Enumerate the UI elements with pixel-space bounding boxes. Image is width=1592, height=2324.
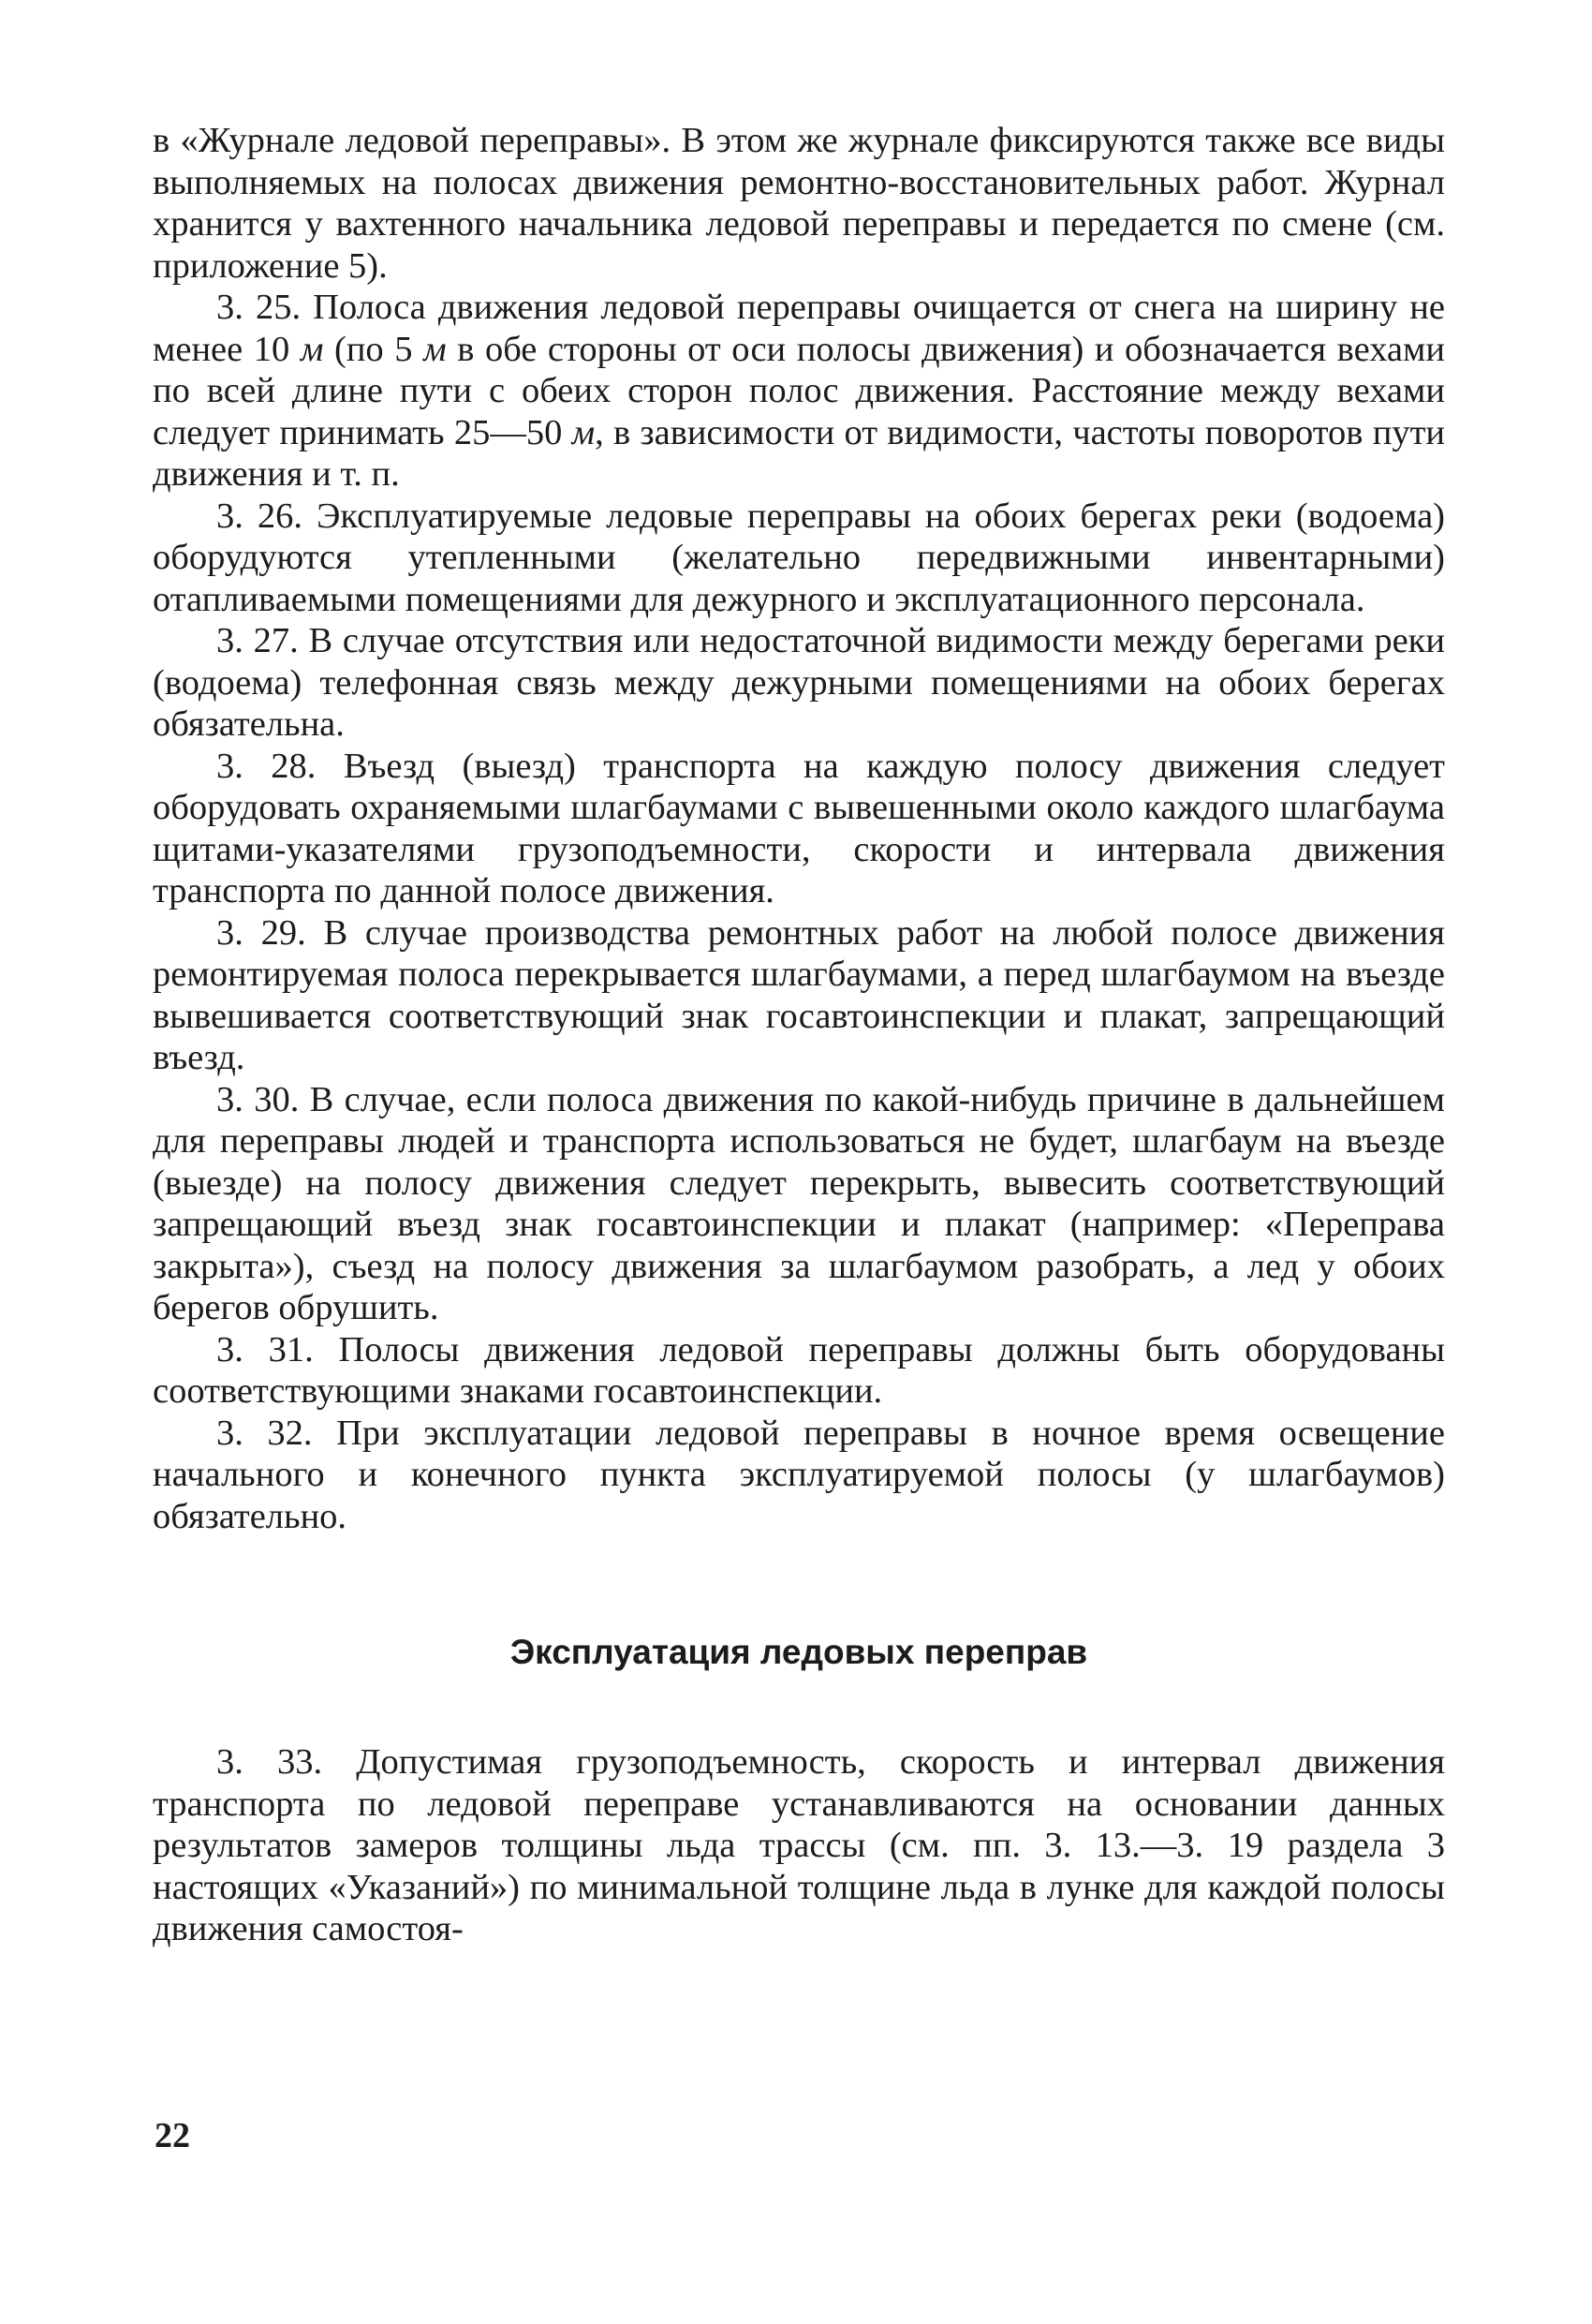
unit-meter: м bbox=[423, 329, 447, 369]
paragraph-3-28: 3. 28. Въезд (выезд) транспорта на каждую полосу движения следует оборудовать охраняемыми шлагбаумами с вывешенными около каждого шлагбаума щитами-указателями грузоподъемности, скорости и интервала движения транспорта по данной полосе движения. bbox=[153, 746, 1445, 910]
paragraph-3-25-part-c: в обе стороны от оси полосы движения) и обозначается вехами по всей длине пути с обеих сторон полос движения. Расстояние между вехами следует принимать 25—50 bbox=[153, 329, 1445, 452]
section-heading: Эксплуатация ледовых переправ bbox=[509, 1633, 1088, 1671]
page-number: 22 bbox=[155, 2116, 190, 2155]
paragraph-3-25 bbox=[153, 287, 1445, 496]
paragraph-3-29: 3. 29. В случае производства ремонтных работ на любой полосе движения ремонтируемая полоса перекрывается шлагбаумами, а перед шлагбаумом на въезде вывешивается соответствующий знак госавтоинспекции и плакат, запрещающий въезд. bbox=[153, 912, 1445, 1077]
paragraph-3-30: 3. 30. В случае, если полоса движения по какой-нибудь причине в дальнейшем для переправы людей и транспорта использоваться не будет, шлагбаум на въезде (выезде) на полосу движения следует перекрыть, вывесить соответствующий запрещающий въезд знак госавтоинспекции и плакат (например: «Переправа закрыта»), съезд на полосу движения за шлагбаумом разобрать, а лед у обоих берегов обрушить. bbox=[153, 1079, 1445, 1327]
paragraph-3-25-part-b: (по 5 bbox=[323, 329, 424, 369]
paragraph-3-32: 3. 32. При эксплуатации ледовой переправы в ночное время освещение начального и конечного пункта эксплуатируемой полосы (у шлагбаумов) обязательно. bbox=[153, 1413, 1445, 1536]
paragraph-3-27: 3. 27. В случае отсутствия или недостаточной видимости между берегами реки (водоема) телефонная связь между дежурными помещениями на обоих берегах обязательна. bbox=[153, 621, 1445, 744]
unit-meter: м bbox=[571, 412, 596, 452]
paragraph-continuation: в «Журнале ледовой переправы». В этом же журнале фиксируются также все виды выполняемых на полосах движения ремонтно-восстановительных работ. Журнал хранится у вахтенного начальника ледовой переправы и передается по смене (см. приложение 5). bbox=[153, 121, 1445, 286]
unit-meter: м bbox=[300, 329, 324, 369]
paragraph-3-33: 3. 33. Допустимая грузоподъемность, скорость и интервал движения транспорта по ледовой переправе устанавливаются на основании данных результатов замеров толщины льда трассы (см. пп. 3. 13.—3. 19 раздела 3 настоящих «Указаний») по минимальной толщине льда в лунке для каждой полосы движения самостоя- bbox=[153, 1742, 1445, 1948]
paragraph-3-25-part-a: 3. 25. Полоса движения ледовой переправы очищается от снега на ширину не менее 10 bbox=[153, 288, 1445, 369]
paragraph-3-26: 3. 26. Эксплуатируемые ледовые переправы на обоих берегах реки (водоема) оборудуются утепленными (желательно передвижными инвентарными) отапливаемыми помещениями для дежурного и эксплуатационного персонала. bbox=[153, 496, 1445, 619]
document-page bbox=[153, 120, 1445, 1950]
paragraph-3-25-part-d: , в зависимости от видимости, частоты поворотов пути движения и т. п. bbox=[153, 412, 1445, 494]
paragraph-3-31: 3. 31. Полосы движения ледовой переправы должны быть оборудованы соответствующими знаками госавтоинспекции. bbox=[153, 1329, 1445, 1411]
